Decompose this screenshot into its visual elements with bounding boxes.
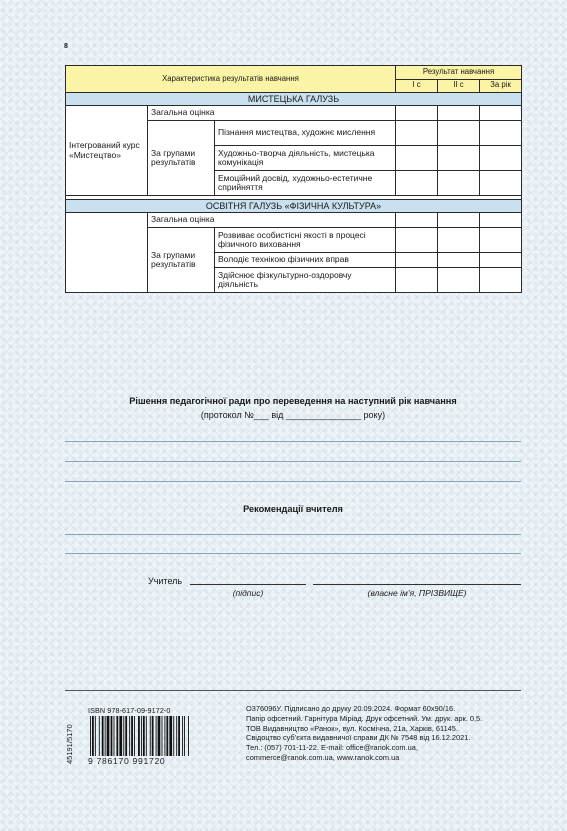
teacher-label: Учитель bbox=[148, 576, 183, 586]
recommendations-title: Рекомендації вчителя bbox=[243, 504, 343, 514]
decision-protocol: (протокол №___ від _______________ року) bbox=[200, 410, 386, 420]
grade-cell[interactable] bbox=[438, 146, 480, 171]
grade-cell[interactable] bbox=[396, 106, 438, 121]
imprint-line: commerce@ranok.com.ua, www.ranok.com.ua bbox=[246, 752, 400, 762]
grade-cell[interactable] bbox=[396, 171, 438, 196]
grade-cell[interactable] bbox=[396, 121, 438, 146]
grade-cell[interactable] bbox=[480, 171, 522, 196]
grade-cell[interactable] bbox=[480, 213, 522, 228]
isbn-text: ISBN 978-617-09-9172-0 bbox=[88, 706, 171, 715]
grade-cell[interactable] bbox=[480, 121, 522, 146]
imprint-line: Свідоцтво суб’єкта видавничої справи ДК № 7548 від 16.12.2021. bbox=[246, 733, 471, 743]
barcode-icon bbox=[88, 716, 230, 756]
footer-divider bbox=[65, 690, 521, 691]
table-row bbox=[66, 106, 522, 121]
signature-caption: (підпис) bbox=[232, 588, 264, 598]
col-year: За рік bbox=[480, 79, 522, 93]
writing-line[interactable] bbox=[65, 461, 521, 462]
grade-cell[interactable] bbox=[396, 253, 438, 268]
overall-grade-label: Загальна оцінка bbox=[148, 213, 396, 228]
barcode-digits: 9 786170 991720 bbox=[88, 756, 166, 766]
col-semester-1: І с bbox=[396, 79, 438, 93]
col-semester-2: ІІ с bbox=[438, 79, 480, 93]
section-title-pe: ОСВІТНЯ ГАЛУЗЬ «ФІЗИЧНА КУЛЬТУРА» bbox=[66, 200, 522, 213]
imprint-line: Папір офсетний. Гарнітура Міріад. Друк офсетний. Ум. друк. арк. 0,5. bbox=[246, 713, 483, 723]
grade-cell[interactable] bbox=[480, 268, 522, 293]
overall-grade-label: Загальна оцінка bbox=[148, 106, 396, 121]
header-characteristic: Характеристика результатів навчання bbox=[66, 66, 396, 93]
grade-cell[interactable] bbox=[438, 106, 480, 121]
writing-line[interactable] bbox=[65, 553, 521, 554]
writing-line[interactable] bbox=[65, 534, 521, 535]
result-item: Розвиває особистісні якості в процесі фізичного виховання bbox=[215, 228, 396, 253]
signature-line[interactable] bbox=[190, 584, 306, 585]
table-row bbox=[66, 213, 522, 228]
section-row-pe bbox=[66, 200, 522, 213]
section-row-arts bbox=[66, 93, 522, 106]
grade-cell[interactable] bbox=[438, 121, 480, 146]
grade-cell[interactable] bbox=[480, 106, 522, 121]
imprint-block bbox=[246, 704, 536, 763]
grade-cell[interactable] bbox=[438, 213, 480, 228]
name-caption: (власне ім’я, ПРІЗВИЩЕ) bbox=[367, 588, 467, 598]
table-header-row bbox=[66, 66, 522, 80]
result-item: Художньо-творча діяльність, мистецька комунікація bbox=[215, 146, 396, 171]
grades-table bbox=[65, 65, 522, 293]
decision-title: Рішення педагогічної ради про переведення на наступний рік навчання bbox=[129, 396, 457, 406]
header-result: Результат навчання bbox=[396, 66, 522, 80]
section-title-arts: МИСТЕЦЬКА ГАЛУЗЬ bbox=[66, 93, 522, 106]
page-number: 8 bbox=[64, 43, 68, 50]
result-item: Здійснює фізкультурно-оздоровчу діяльність bbox=[215, 268, 396, 293]
result-item: Володіє технікою фізичних вправ bbox=[215, 253, 396, 268]
imprint-line: Тел.: (057) 701-11-22. E-mail: office@ranok.com.ua, bbox=[246, 743, 418, 753]
name-line[interactable] bbox=[313, 584, 521, 585]
grade-cell[interactable] bbox=[396, 213, 438, 228]
imprint-line: ТОВ Видавництво «Ранок», вул. Космічна, 21а, Харків, 61145. bbox=[246, 723, 458, 733]
writing-line[interactable] bbox=[65, 441, 521, 442]
grade-cell[interactable] bbox=[480, 253, 522, 268]
grade-cell[interactable] bbox=[396, 146, 438, 171]
grade-cell[interactable] bbox=[396, 268, 438, 293]
course-name bbox=[66, 213, 148, 293]
grade-cell[interactable] bbox=[438, 228, 480, 253]
groups-label: За групами результатів bbox=[148, 121, 215, 196]
barcode-block bbox=[65, 706, 235, 768]
course-name: Інтегрований курс «Мистецтво» bbox=[66, 106, 148, 196]
result-item: Пізнання мистецтва, художнє мислення bbox=[215, 121, 396, 146]
grade-cell[interactable] bbox=[480, 228, 522, 253]
grade-cell[interactable] bbox=[438, 253, 480, 268]
imprint-line: О376096У. Підписано до друку 20.09.2024. Формат 60х90/16. bbox=[246, 704, 456, 713]
writing-line[interactable] bbox=[65, 481, 521, 482]
result-item: Емоційний досвід, художньо-естетичне сприйняття bbox=[215, 171, 396, 196]
grade-cell[interactable] bbox=[396, 228, 438, 253]
grade-cell[interactable] bbox=[480, 146, 522, 171]
grade-cell[interactable] bbox=[438, 268, 480, 293]
barcode-side-code: 45191/5170 bbox=[65, 724, 74, 764]
groups-label: За групами результатів bbox=[148, 228, 215, 293]
grade-cell[interactable] bbox=[438, 171, 480, 196]
